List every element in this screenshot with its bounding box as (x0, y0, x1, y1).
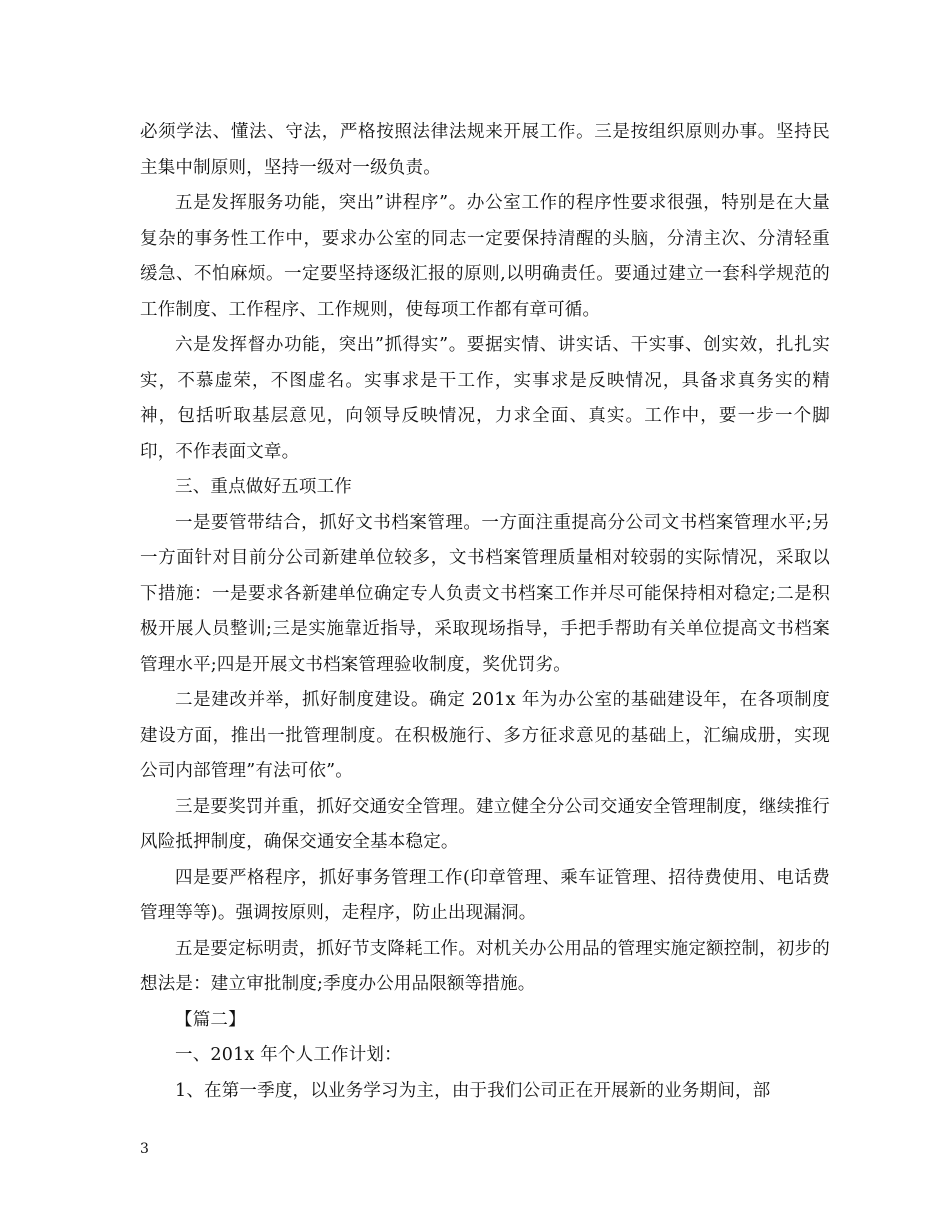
section-heading: 三、重点做好五项工作 (175, 477, 352, 497)
page-number: 3 (140, 1141, 149, 1157)
paragraph-1: 必须学法、懂法、守法，严格按照法律法规来开展工作。三是按组织原则办事。坚持民主集中制原则，坚持一级对一级负责。 (140, 122, 830, 178)
document-body (140, 115, 830, 1109)
plan-heading: 一、201x 年个人工作计划： (175, 1045, 402, 1065)
paragraph-6: 二是建改并举，抓好制度建设。确定 201x 年为办公室的基础建设年，在各项制度建设方面，推出一批管理制度。在积极施行、多方征求意见的基础上，汇编成册，实现公司内部管理”有法可依”。 (140, 690, 830, 781)
paragraph-12: 1、在第一季度，以业务学习为主，由于我们公司正在开展新的业务期间，部 (175, 1080, 771, 1101)
paragraph-7: 三是要奖罚并重，抓好交通安全管理。建立健全分公司交通安全管理制度，继续推行风险抵押制度，确保交通安全基本稳定。 (140, 796, 830, 852)
paragraph-8: 四是要严格程序，抓好事务管理工作(印章管理、乘车证管理、招待费使用、电话费管理等等)。强调按原则，走程序，防止出现漏洞。 (140, 867, 830, 923)
paragraph-3: 六是发挥督办功能，突出”抓得实”。要据实情、讲实话、干实事、创实效，扎扎实实，不慕虚荣，不图虚名。实事求是干工作，实事求是反映情况，具备求真务实的精神，包括听取基层意见，向领导反映情况，力求全面、真实。工作中，要一步一个脚印，不作表面文章。 (140, 335, 830, 462)
paragraph-5: 一是要管带结合，抓好文书档案管理。一方面注重提高分公司文书档案管理水平;另一方面针对目前分公司新建单位较多，文书档案管理质量相对较弱的实际情况，采取以下措施：一是要求各新建单位确定专人负责文书档案工作并尽可能保持相对稳定;二是积极开展人员整训;三是实施靠近指导，采取现场指导，手把手帮助有关单位提高文书档案管理水平;四是开展文书档案管理验收制度，奖优罚劣。 (140, 512, 830, 675)
paragraph-2: 五是发挥服务功能，突出”讲程序”。办公室工作的程序性要求很强，特别是在大量复杂的事务性工作中，要求办公室的同志一定要保持清醒的头脑，分清主次、分清轻重缓急、不怕麻烦。一定要坚持逐级汇报的原则,以明确责任。要通过建立一套科学规范的工作制度、工作程序、工作规则，使每项工作都有章可循。 (140, 193, 830, 320)
part-heading: 【篇二】 (175, 1009, 246, 1030)
paragraph-9: 五是要定标明责，抓好节支降耗工作。对机关办公用品的管理实施定额控制，初步的想法是：建立审批制度;季度办公用品限额等措施。 (140, 938, 830, 994)
